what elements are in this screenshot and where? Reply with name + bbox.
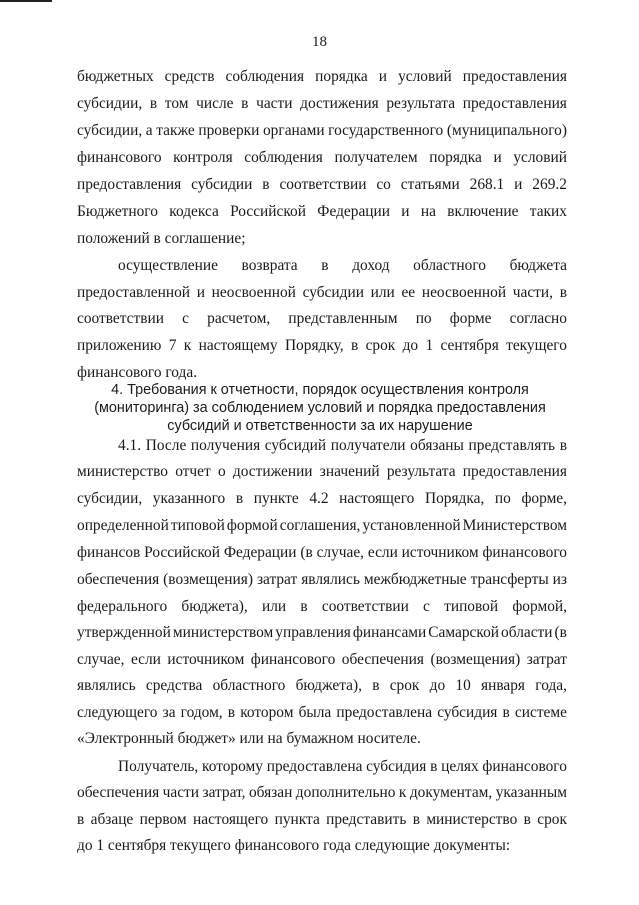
- paragraph-4-1-line: субсидии, указанного в пункте 4.2 настоящего Порядка, по форме,: [77, 490, 567, 507]
- paragraph-4-1-line: определенной типовой формой соглашения, установленной Министерством: [77, 517, 567, 534]
- paragraph-continued-line: предоставления субсидии в соответствии со статьями 268.1 и 269.2: [77, 176, 567, 193]
- paragraph-4-1-line: финансов Российской Федерации (в случае, если источником финансового: [77, 544, 567, 561]
- paragraph-4-1-line: министерство отчет о достижении значений результата предоставления: [77, 463, 567, 480]
- paragraph-return-line: предоставленной и неосвоенной субсидии или ее неосвоенной части, в: [77, 284, 567, 301]
- paragraph-recipient-line: до 1 сентября текущего финансового года следующие документы:: [77, 837, 511, 854]
- paragraph-recipient-line: в абзаце первом настоящего пункта представить в министерство в срок: [77, 811, 567, 828]
- paragraph-continued-line: субсидии, в том числе в части достижения результата предоставления: [77, 95, 567, 112]
- paragraph-return-line: приложению 7 к настоящему Порядку, в срок до 1 сентября текущего: [77, 337, 567, 354]
- corner-mark: [0, 0, 52, 2]
- paragraph-continued-line: финансового контроля соблюдения получателем порядка и условий: [77, 149, 567, 166]
- paragraph-4-1-line: 4.1. После получения субсидий получатели обязаны представлять в: [118, 437, 567, 454]
- section-heading-line: 4. Требования к отчетности, порядок осуществления контроля: [111, 382, 529, 398]
- page-number: 18: [312, 34, 327, 50]
- paragraph-4-1-line: обеспечения (возмещения) затрат являлись межбюджетные трансферты из: [77, 571, 567, 588]
- paragraph-return-line: осуществление возврата в доход областного бюджета: [118, 257, 567, 274]
- paragraph-return-line: финансового года.: [77, 364, 198, 381]
- paragraph-continued-line: Бюджетного кодекса Российской Федерации и на включение таких: [77, 203, 567, 220]
- paragraph-continued-line: положений в соглашение;: [77, 230, 246, 247]
- paragraph-continued-line: субсидии, а также проверки органами государственного (муниципального): [77, 122, 567, 139]
- paragraph-4-1-line: «Электронный бюджет» или на бумажном носителе.: [77, 730, 421, 747]
- section-heading-line: (мониторинга) за соблюдением условий и порядка предоставления: [94, 400, 546, 416]
- paragraph-4-1-line: утвержденной министерством управления финансами Самарской области (в: [77, 624, 567, 641]
- section-heading-line: субсидий и ответственности за их нарушение: [167, 418, 473, 434]
- paragraph-recipient-line: Получатель, которому предоставлена субсидия в целях финансового: [118, 758, 567, 775]
- paragraph-recipient-line: обеспечения части затрат, обязан дополнительно к документам, указанным: [77, 784, 567, 801]
- paragraph-return-line: соответствии с расчетом, представленным по форме согласно: [77, 310, 567, 327]
- paragraph-4-1-line: федерального бюджета), или в соответствии с типовой формой,: [77, 598, 567, 615]
- paragraph-4-1-line: следующего за годом, в котором была предоставлена субсидия в системе: [77, 704, 567, 721]
- paragraph-4-1-line: являлись средства областного бюджета), в срок до 10 января года,: [77, 677, 567, 694]
- paragraph-continued-line: бюджетных средств соблюдения порядка и условий предоставления: [77, 68, 567, 85]
- paragraph-4-1-line: случае, если источником финансового обеспечения (возмещения) затрат: [77, 651, 567, 668]
